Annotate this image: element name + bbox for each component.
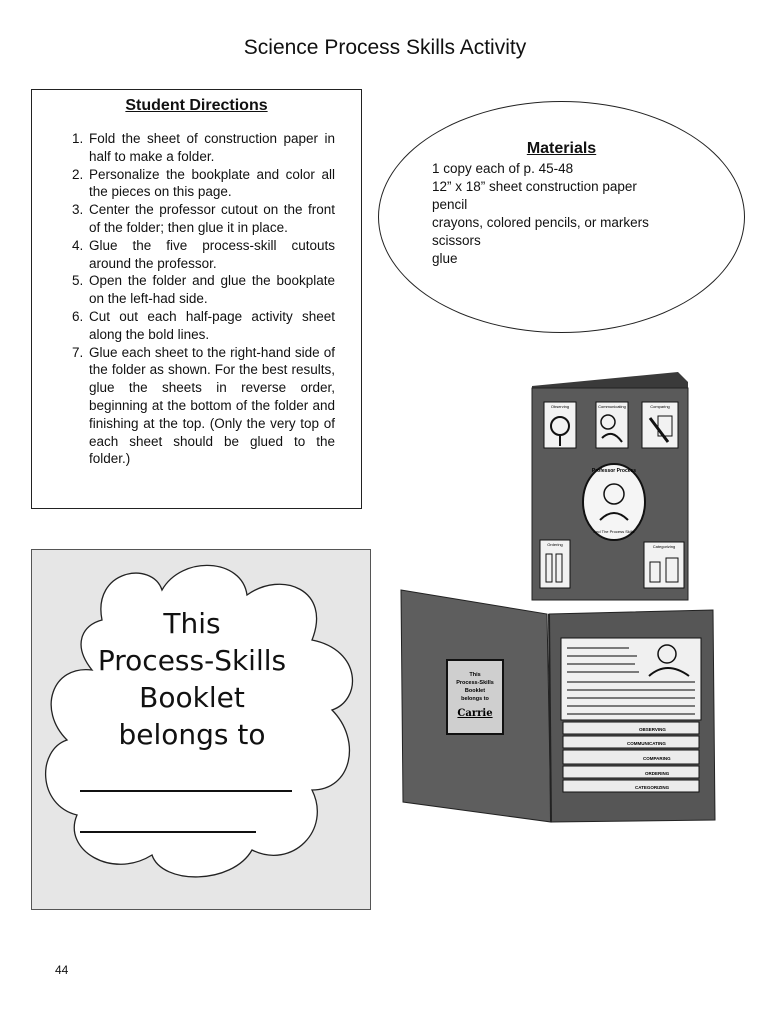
page-title: Science Process Skills Activity xyxy=(243,36,527,59)
direction-step: 6. Cut out each half-page activity sheet along the bold lines. xyxy=(87,308,335,344)
cover-subtitle: And The Process Skills xyxy=(593,529,635,534)
bookplate-text xyxy=(62,605,322,753)
bookplate-line: Booklet xyxy=(139,681,245,714)
mini-bookplate-line: Process-Skills xyxy=(456,680,494,686)
cover-title: Professor Process xyxy=(591,468,637,474)
direction-step: 1. Fold the sheet of construction paper in half to make a folder. xyxy=(87,130,335,166)
directions-steps xyxy=(32,130,361,468)
activity-sheet-row xyxy=(563,722,699,734)
skill-label: Categorizing xyxy=(652,544,676,549)
directions-title: Student Directions xyxy=(125,97,268,114)
direction-step: 3. Center the professor cutout on the front of the folder; then glue it in place. xyxy=(87,201,335,237)
sheet-label: ORDERING xyxy=(645,771,670,776)
skill-label: Comparing xyxy=(650,404,670,409)
activity-sheet-top xyxy=(561,638,701,720)
materials-ellipse xyxy=(378,101,745,333)
open-folder-drawing xyxy=(399,588,716,824)
materials-list xyxy=(432,160,649,268)
direction-step: 4. Glue the five process-skill cutouts around the professor. xyxy=(87,237,335,273)
mini-bookplate-line: Booklet xyxy=(464,688,486,694)
sheet-label: COMPARING xyxy=(643,756,671,761)
bookplate-cutout xyxy=(31,549,371,910)
name-line xyxy=(80,790,292,792)
activity-sheet-row xyxy=(563,780,699,792)
front-folder-illustration xyxy=(528,368,698,602)
skill-card xyxy=(540,540,570,588)
materials-item: pencil xyxy=(432,197,468,212)
student-directions-box xyxy=(31,89,362,509)
direction-step: 5. Open the folder and glue the bookplate on the left-had side. xyxy=(87,272,335,308)
skill-label: Observing xyxy=(550,404,570,409)
open-folder-illustration xyxy=(399,588,716,824)
materials-item: 1 copy each of p. 45-48 xyxy=(432,161,574,176)
name-line xyxy=(80,831,256,833)
bookplate-line: Process-Skills xyxy=(97,644,287,677)
sheet-label: COMMUNICATING xyxy=(627,741,666,746)
activity-sheet-row xyxy=(563,736,699,748)
bookplate-line: This xyxy=(163,607,221,640)
sheet-label: OBSERVING xyxy=(639,727,666,732)
activity-sheet-row xyxy=(563,750,699,764)
activity-sheet-row xyxy=(563,766,699,778)
materials-item: scissors xyxy=(432,233,481,248)
sheet-label: CATEGORIZING xyxy=(635,785,670,790)
bookplate-line: belongs to xyxy=(118,718,266,751)
skill-label: Ordering xyxy=(547,542,563,547)
page-number: 44 xyxy=(55,963,69,977)
materials-item: crayons, colored pencils, or markers xyxy=(432,215,649,230)
mini-bookplate-name: Carrie xyxy=(457,708,493,719)
materials-item: glue xyxy=(432,251,458,266)
direction-step: 7. Glue each sheet to the right-hand side of the folder as shown. For the best results, glue the sheets in reverse order, beginning at the bottom of the folder and finishing at the top. (Only the very top of each sheet should be glued to the folder.) xyxy=(87,344,335,469)
mini-bookplate-line: This xyxy=(469,672,481,678)
front-folder-drawing xyxy=(528,368,698,602)
materials-item: 12” x 18” sheet construction paper xyxy=(432,179,637,194)
mini-bookplate-line: belongs to xyxy=(461,696,489,702)
materials-title: Materials xyxy=(526,140,597,157)
skill-label: Communicating xyxy=(598,404,626,409)
direction-step: 2. Personalize the bookplate and color all the pieces on this page. xyxy=(87,166,335,202)
